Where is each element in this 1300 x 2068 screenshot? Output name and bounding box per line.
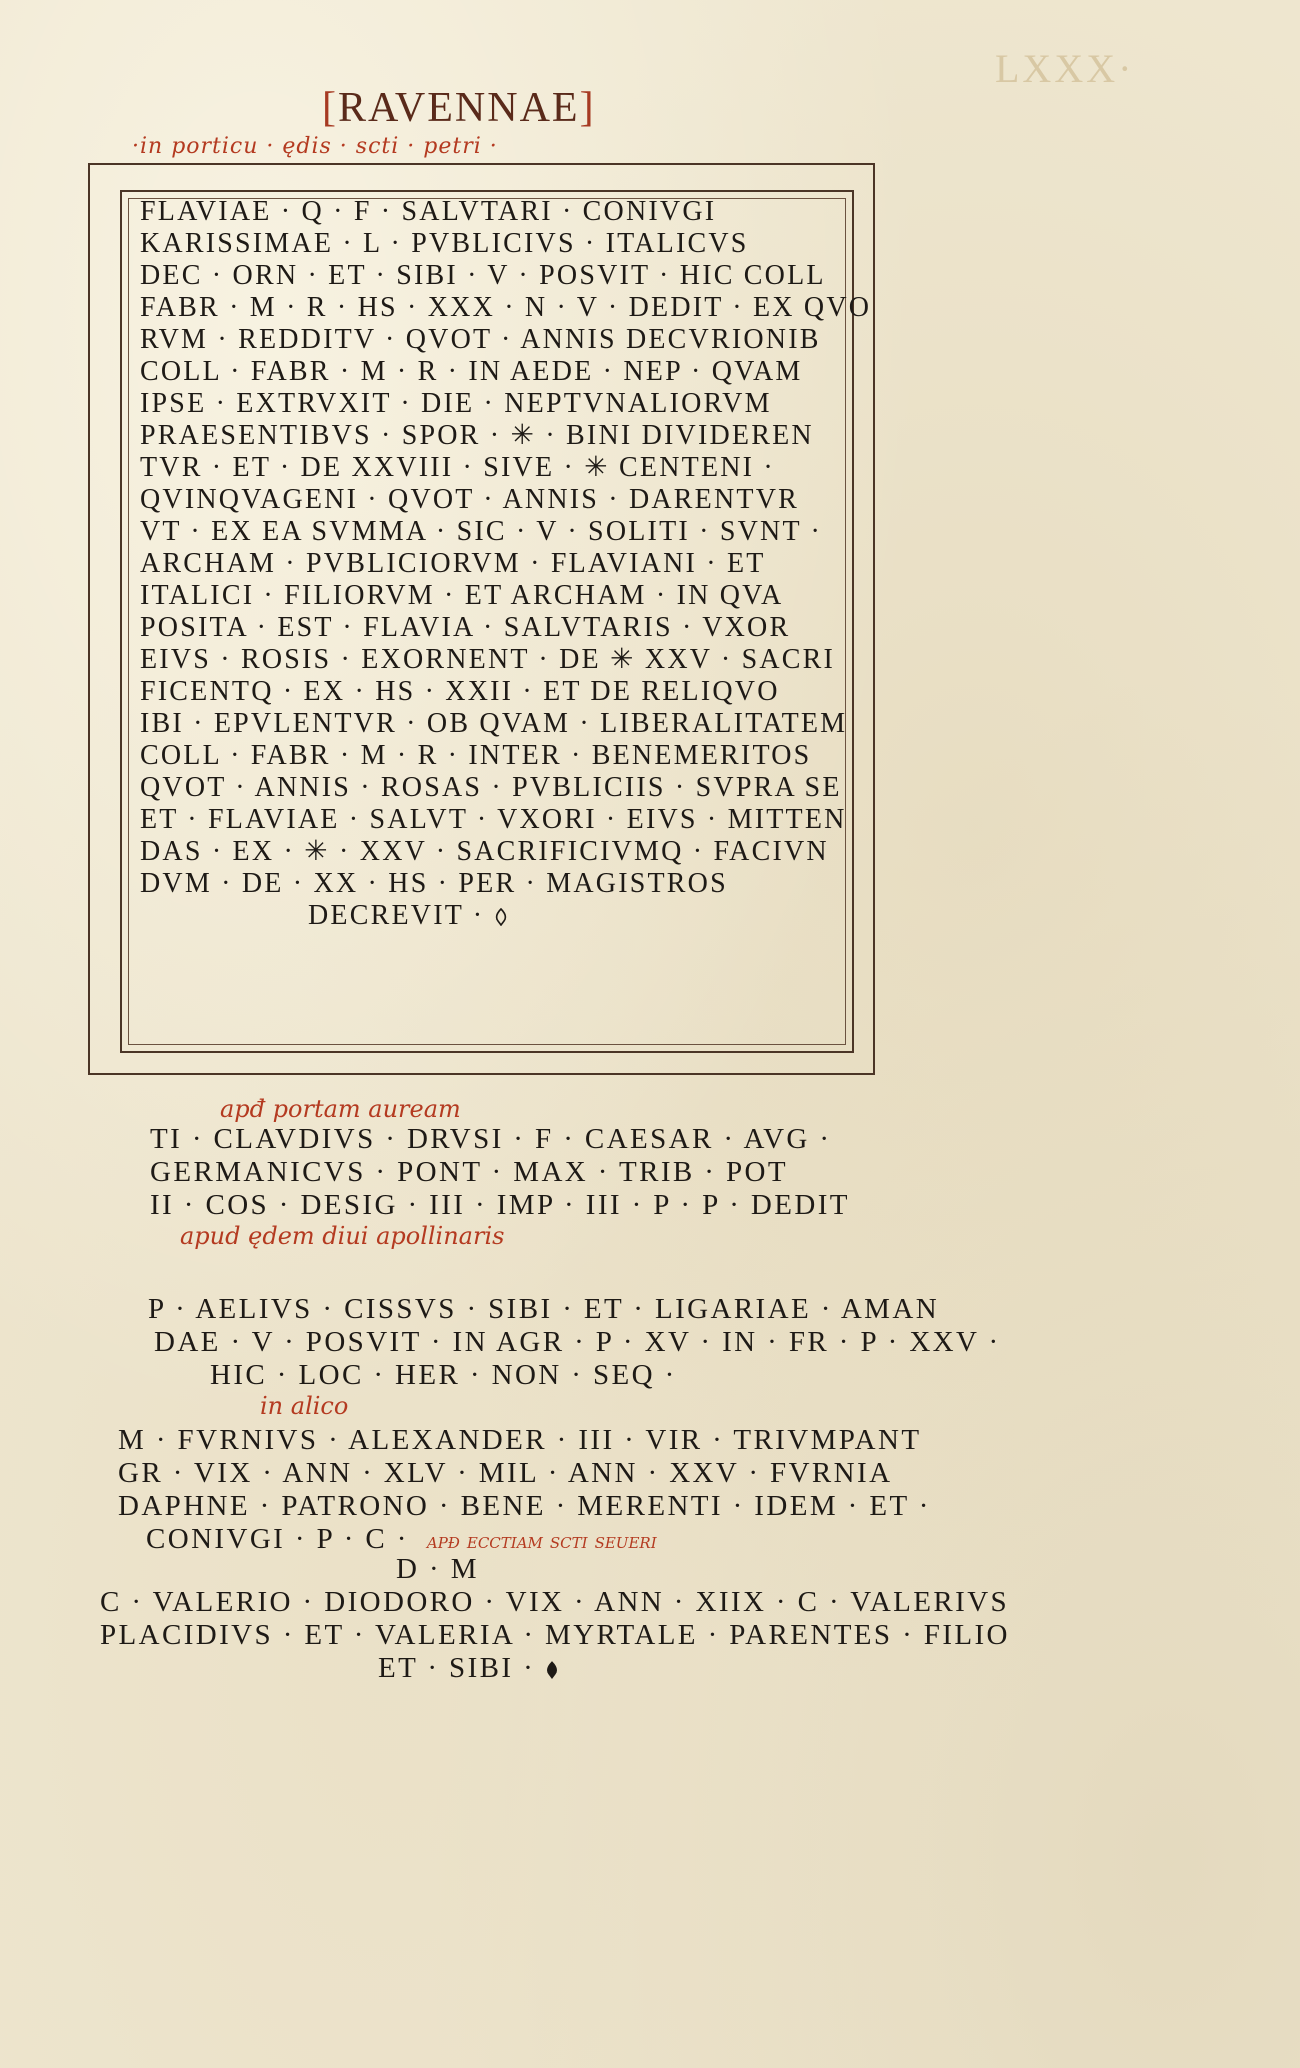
inscription-4-line: DAPHNE · PATRONO · BENE · MERENTI · IDEM · ET · — [118, 1490, 931, 1522]
inscription-1-line: EIVS · ROSIS · EXORNENT · DE ✳ XXV · SACRI — [140, 644, 836, 675]
heading-open-bracket: [ — [322, 85, 338, 131]
inscription-3-block — [148, 1293, 1001, 1420]
inscription-2-line: II · COS · DESIG · III · IMP · III · P · P · DEDIT — [150, 1189, 850, 1221]
heading-title: RAVENNAE — [338, 85, 580, 131]
hedera-leaf-icon — [494, 908, 508, 926]
inscription-1-line: FICENTQ · EX · HS · XXII · ET DE RELIQVO — [140, 676, 780, 707]
inscription-1-line: PRAESENTIBVS · SPOR · ✳ · BINI DIVIDEREN — [140, 420, 814, 451]
inscription-1-final-line — [140, 900, 850, 932]
inscription-1-line: IPSE · EXTRVXIT · DIE · NEPTVNALIORVM — [140, 388, 772, 419]
inscription-1-line: FABR · M · R · HS · XXX · N · V · DEDIT · EX QVO — [140, 292, 872, 323]
inscription-1 — [140, 196, 872, 932]
inscription-1-line: KARISSIMAE · L · PVBLICIVS · ITALICVS — [140, 228, 749, 259]
inscription-2-block — [150, 1095, 950, 1250]
inscription-1-line: COLL · FABR · M · R · INTER · BENEMERITOS — [140, 740, 812, 771]
inscription-1-line: POSITA · EST · FLAVIA · SALVTARIS · VXOR — [140, 612, 791, 643]
inscription-2-line: GERMANICVS · PONT · MAX · TRIB · POT — [150, 1156, 788, 1188]
inscription-4-block — [118, 1424, 931, 1558]
inscription-5-line: PLACIDIVS · ET · VALERIA · MYRTALE · PARENTES · FILIO — [100, 1619, 1010, 1651]
inscription-4-line: GR · VIX · ANN · XLV · MIL · ANN · XXV · FVRNIA — [118, 1457, 893, 1489]
inscription-1-line: VT · EX EA SVMMA · SIC · V · SOLITI · SVNT · — [140, 516, 822, 547]
location-rubric-1: ·in porticu · ędis · scti · petri · — [132, 134, 498, 159]
hedera-leaf-icon — [545, 1661, 559, 1679]
inscription-4-line: M · FVRNIVS · ALEXANDER · III · VIR · TRIVMPANT — [118, 1424, 922, 1456]
inscription-1-line: COLL · FABR · M · R · IN AEDE · NEP · QVAM — [140, 356, 803, 387]
folio-number: LXXX· — [995, 46, 1135, 91]
inscription-5-dm: D · M — [396, 1553, 479, 1585]
inscription-3-line: HIC · LOC · HER · NON · SEQ · — [210, 1359, 677, 1391]
inscription-1-line: TVR · ET · DE XXVIII · SIVE · ✳ CENTENI · — [140, 452, 775, 483]
inscription-5-final-line — [100, 1652, 860, 1685]
inscription-1-line: QVINQVAGENI · QVOT · ANNIS · DARENTVR — [140, 484, 799, 515]
location-rubric-2: apđ portam auream — [220, 1095, 461, 1123]
inscription-1-final-text: DECREVIT · — [308, 900, 485, 931]
inscription-1-line: DVM · DE · XX · HS · PER · MAGISTROS — [140, 868, 728, 899]
inscription-3-line: DAE · V · POSVIT · IN AGR · P · XV · IN · FR · P · XXV · — [154, 1326, 1001, 1358]
location-rubric-5: apđ ecctiam scti seueri — [426, 1529, 657, 1554]
inscription-5-block — [100, 1553, 1010, 1685]
heading-close-bracket: ] — [579, 85, 596, 131]
inscription-2-line: TI · CLAVDIVS · DRVSI · F · CAESAR · AVG · — [150, 1123, 832, 1155]
inscription-3-line: P · AELIVS · CISSVS · SIBI · ET · LIGARIAE · AMAN — [148, 1293, 940, 1325]
inscription-4-last-text: CONIVGI · P · C · — [146, 1523, 409, 1555]
inscription-1-line: DAS · EX · ✳ · XXV · SACRIFICIVMQ · FACIVN — [140, 836, 829, 867]
inscription-1-line: ARCHAM · PVBLICIORVM · FLAVIANI · ET — [140, 548, 766, 579]
inscription-1-line: DEC · ORN · ET · SIBI · V · POSVIT · HIC COLL — [140, 260, 826, 291]
inscription-1-line: IBI · EPVLENTVR · OB QVAM · LIBERALITATEM — [140, 708, 848, 739]
inscription-5-line: C · VALERIO · DIODORO · VIX · ANN · XIIX · C · VALERIVS — [100, 1586, 1010, 1618]
location-rubric-4: in alico — [260, 1392, 349, 1420]
inscription-1-line: FLAVIAE · Q · F · SALVTARI · CONIVGI — [140, 196, 717, 227]
inscription-5-final-text: ET · SIBI · — [378, 1652, 536, 1684]
location-rubric-3: apud ędem diui apollinaris — [180, 1222, 505, 1250]
inscription-1-line: RVM · REDDITV · QVOT · ANNIS DECVRIONIB — [140, 324, 821, 355]
inscription-1-line: ITALICI · FILIORVM · ET ARCHAM · IN QVA — [140, 580, 784, 611]
inscription-1-line: QVOT · ANNIS · ROSAS · PVBLICIIS · SVPRA SE — [140, 772, 842, 803]
page-heading — [322, 84, 596, 132]
inscription-1-line: ET · FLAVIAE · SALVT · VXORI · EIVS · MITTEN — [140, 804, 847, 835]
